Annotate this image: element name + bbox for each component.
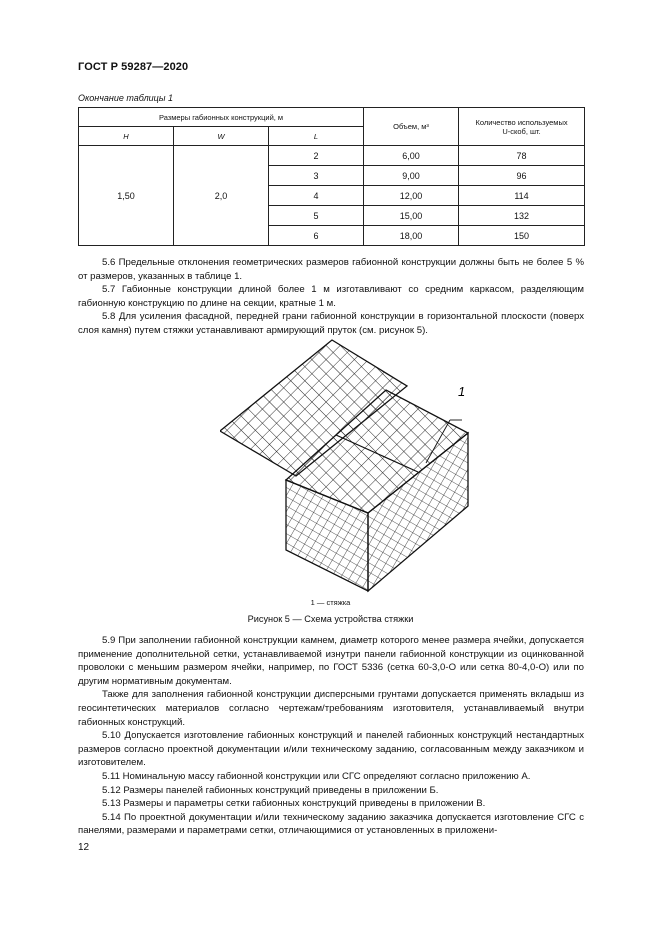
- volume-cell: 9,00: [364, 166, 459, 186]
- paragraphs-top: [78, 256, 584, 338]
- table-row: [79, 146, 585, 166]
- l-header: L: [269, 127, 364, 146]
- h-value: 1,50: [79, 146, 174, 246]
- qty-header-line1: Количество используемых: [475, 117, 568, 127]
- qty-cell: 132: [459, 206, 585, 226]
- paragraph-5-11: 5.11 Номинальную массу габионной конструкции или СГС определяют согласно приложению А.: [102, 770, 531, 782]
- qty-header: [459, 108, 585, 146]
- w-value: 2,0: [174, 146, 269, 246]
- paragraph-fill-note: Также для заполнения габионной конструкции дисперсными грунтами допускается применять вкладыш из геосинтетических материалов согласно чертежам/требованиям изготовителя, устанавливаемый внутри габионных конструкций.: [78, 689, 584, 728]
- l-cell: 3: [269, 166, 364, 186]
- dimensions-table: [78, 107, 585, 246]
- group-header: Размеры габионных конструкций, м: [79, 108, 364, 127]
- figure-caption: Рисунок 5 — Схема устройства стяжки: [247, 614, 414, 624]
- qty-cell: 78: [459, 146, 585, 166]
- l-cell: 2: [269, 146, 364, 166]
- document-header: ГОСТ Р 59287—2020: [78, 61, 189, 73]
- h-header: H: [79, 127, 174, 146]
- table-caption: Окончание таблицы 1: [78, 93, 173, 103]
- paragraph-5-7: 5.7 Габионные конструкции длиной более 1 м изготавливают со средним каркасом, разделяющим габионную конструкцию по длине на секции, кратные 1 м.: [78, 284, 584, 309]
- l-cell: 6: [269, 226, 364, 246]
- paragraphs-bottom: [78, 634, 584, 838]
- gabion-figure: [220, 338, 480, 593]
- paragraph-5-8: 5.8 Для усиления фасадной, передней грани габионной конструкции в горизонтальной плоскости (поверх слоя камня) путем стяжки устанавливают армирующий пруток (см. рисунок 5).: [78, 311, 584, 336]
- paragraph-5-12: 5.12 Размеры панелей габионных конструкций приведены в приложении Б.: [102, 784, 439, 796]
- l-cell: 5: [269, 206, 364, 226]
- paragraph-5-9: 5.9 При заполнении габионной конструкции камнем, диаметр которого менее размера ячейки, допускается применение дополнительной сетки, устанавливаемой изнутри панели габионной конструкции из оцинкованной проволоки с меньшим размером ячейки, например, по ГОСТ 5336 (сетка 60-3,0-О или сетка 80-4,0-О) или по другим нормативным документам.: [78, 635, 584, 687]
- qty-cell: 150: [459, 226, 585, 246]
- l-cell: 4: [269, 186, 364, 206]
- paragraph-5-10: 5.10 Допускается изготовление габионных конструкций и панелей габионных конструкций нестандартных размеров согласно проектной документации и/или техническому заданию, согласованным между заказчиком и изготовителем.: [78, 730, 584, 769]
- qty-cell: 114: [459, 186, 585, 206]
- paragraph-5-14: 5.14 По проектной документации и/или техническому заданию заказчика допускается изготовление СГС с панелями, размерами и параметрами сетки, отличающимися от установленных в приложени-: [78, 811, 584, 837]
- paragraph-5-6: 5.6 Предельные отклонения геометрических размеров габионной конструкции должны быть не более 5 % от размеров, указанных в таблице 1.: [78, 257, 584, 282]
- page-number: 12: [78, 842, 90, 853]
- volume-header: Объем, м³: [364, 108, 459, 146]
- figure-legend: 1 — стяжка: [310, 598, 351, 607]
- volume-cell: 12,00: [364, 186, 459, 206]
- volume-cell: 6,00: [364, 146, 459, 166]
- qty-header-line2: U-скоб, шт.: [502, 126, 541, 136]
- callout-number: 1: [458, 384, 466, 399]
- w-header: W: [174, 127, 269, 146]
- paragraph-5-13: 5.13 Размеры и параметры сетки габионных конструкций приведены в приложении В.: [102, 798, 486, 810]
- qty-cell: 96: [459, 166, 585, 186]
- volume-cell: 15,00: [364, 206, 459, 226]
- volume-cell: 18,00: [364, 226, 459, 246]
